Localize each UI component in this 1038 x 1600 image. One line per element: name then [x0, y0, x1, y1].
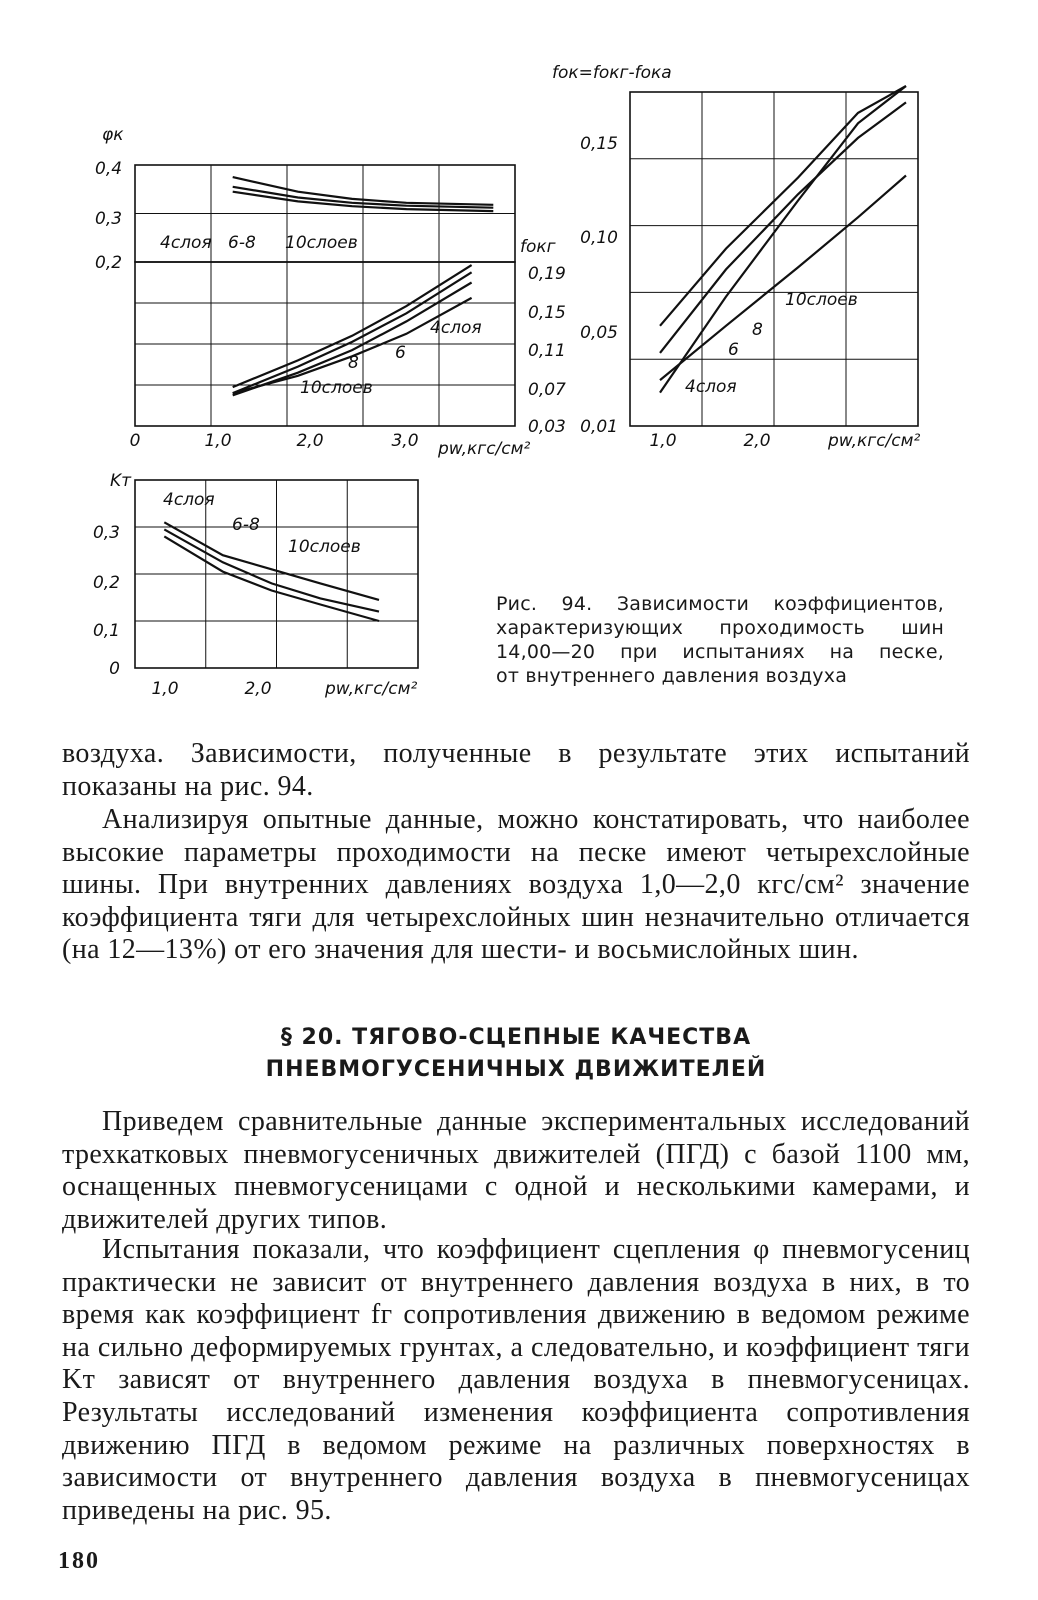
- y-tick-label: 0,15: [580, 134, 618, 154]
- y-tick-label: 0,10: [580, 228, 618, 248]
- paragraph-4: Испытания показали, что коэффициент сцепления φ пневмогусениц практически не зависит от внутреннего давления воздуха в них, в то время как коэффициент fг сопротивления движению в ведомом режиме на сильно деформируемых грунтах, а следовательно, и коэффициент тяги Kт зависят от внутреннего давления воздуха в пневмогусеницах. Результаты исследований изменения коэффициента сопротивления движению ПГД в ведомом режиме на различных поверхностях в зависимости от внутреннего давления воздуха в пневмогусеницах приведены на рис. 95.: [62, 1234, 970, 1526]
- y-tick-label: 0,1: [92, 621, 120, 641]
- y-tick-label: 0,3: [95, 209, 123, 229]
- curve-label: 4слоя: [430, 318, 482, 338]
- curve-label: 10слоев: [285, 233, 358, 253]
- y-tick-label: 0: [109, 659, 120, 679]
- y-tick-label: 0,11: [528, 341, 566, 361]
- curve-label: 6-8: [232, 515, 260, 535]
- caption-line: характеризующих проходимость шин: [496, 617, 944, 639]
- curve-label: 4слоя: [685, 377, 737, 397]
- curve-label: 10слоев: [288, 537, 361, 557]
- paragraph-2: Анализируя опытные данные, можно констатировать, что наиболее высокие параметры проходимости на песке имеют четырехслойные шины. При внутренних давлениях воздуха 1,0—2,0 кгс/см² значение коэффициента тяги для четырехслойных шин незначительно отличается (на 12—13%) от его значения для шести- и восьмислойных шин.: [62, 804, 970, 966]
- figure-caption: [496, 592, 944, 688]
- curve-label: 10слоев: [785, 290, 858, 310]
- y-tick-label: 0,15: [528, 303, 566, 323]
- x-tick-label: 2,0: [743, 431, 771, 451]
- x-tick-label: 2,0: [244, 679, 272, 699]
- caption-line: Рис. 94. Зависимости коэффициентов,: [496, 593, 944, 615]
- page-number: 180: [58, 1548, 100, 1574]
- y-axis-label: fок=fокг-fока: [552, 63, 672, 83]
- curve-label: 6-8: [228, 233, 256, 253]
- x-axis-label: pw,кгс/см²: [325, 679, 418, 699]
- x-tick-label: 1,0: [649, 431, 677, 451]
- y-tick-label: 0,4: [95, 159, 123, 179]
- y-tick-label: 0,01: [580, 417, 618, 437]
- y-axis-label: φк: [102, 125, 124, 145]
- heading-line: ПНЕВМОГУСЕНИЧНЫХ ДВИЖИТЕЛЕЙ: [265, 1057, 767, 1082]
- caption-line: от внутреннего давления воздуха: [496, 665, 848, 687]
- series-line: [660, 86, 906, 326]
- y-axis-label: Kт: [110, 471, 132, 491]
- series-line: [660, 102, 906, 353]
- series-line: [660, 86, 906, 393]
- curve-label: 4слоя: [160, 233, 212, 253]
- x-axis-label: pw,кгс/см²: [438, 439, 531, 459]
- heading-line: § 20. ТЯГОВО-СЦЕПНЫЕ КАЧЕСТВА: [280, 1025, 752, 1050]
- curve-label: 6: [395, 343, 406, 363]
- series-line: [660, 176, 906, 381]
- y-tick-label: 0,2: [95, 253, 123, 273]
- curve-label: 4слоя: [163, 490, 215, 510]
- x-axis-label: pw,кгс/см²: [828, 431, 921, 451]
- x-tick-label: 3,0: [391, 431, 419, 451]
- curve-label: 6: [728, 340, 739, 360]
- y-tick-label: 0,03: [528, 417, 566, 437]
- y-tick-label: 0,3: [92, 523, 120, 543]
- curve-label: 8: [752, 320, 763, 340]
- caption-line: 14,00—20 при испытаниях на песке,: [496, 641, 944, 663]
- y-tick-label: 0,05: [580, 323, 618, 343]
- y-tick-label: 0,07: [528, 380, 566, 400]
- section-heading: [62, 1022, 970, 1086]
- x-tick-label: 0: [129, 431, 141, 451]
- curve-label: 10слоев: [300, 378, 373, 398]
- y-axis-label: fокг: [520, 237, 556, 257]
- paragraph-3: Приведем сравнительные данные экспериментальных исследований трехкатковых пневмогусеничных движителей (ПГД) с базой 1100 мм, оснащенных пневмогусеницами с одной и несколькими камерами, и движителей других типов.: [62, 1106, 970, 1235]
- y-tick-label: 0,19: [528, 264, 566, 284]
- y-tick-label: 0,2: [92, 573, 120, 593]
- paragraph-1: воздуха. Зависимости, полученные в результате этих испытаний показаны на рис. 94.: [62, 738, 970, 802]
- x-tick-label: 1,0: [151, 679, 179, 699]
- x-tick-label: 1,0: [204, 431, 232, 451]
- curve-label: 8: [348, 353, 359, 373]
- x-tick-label: 2,0: [296, 431, 324, 451]
